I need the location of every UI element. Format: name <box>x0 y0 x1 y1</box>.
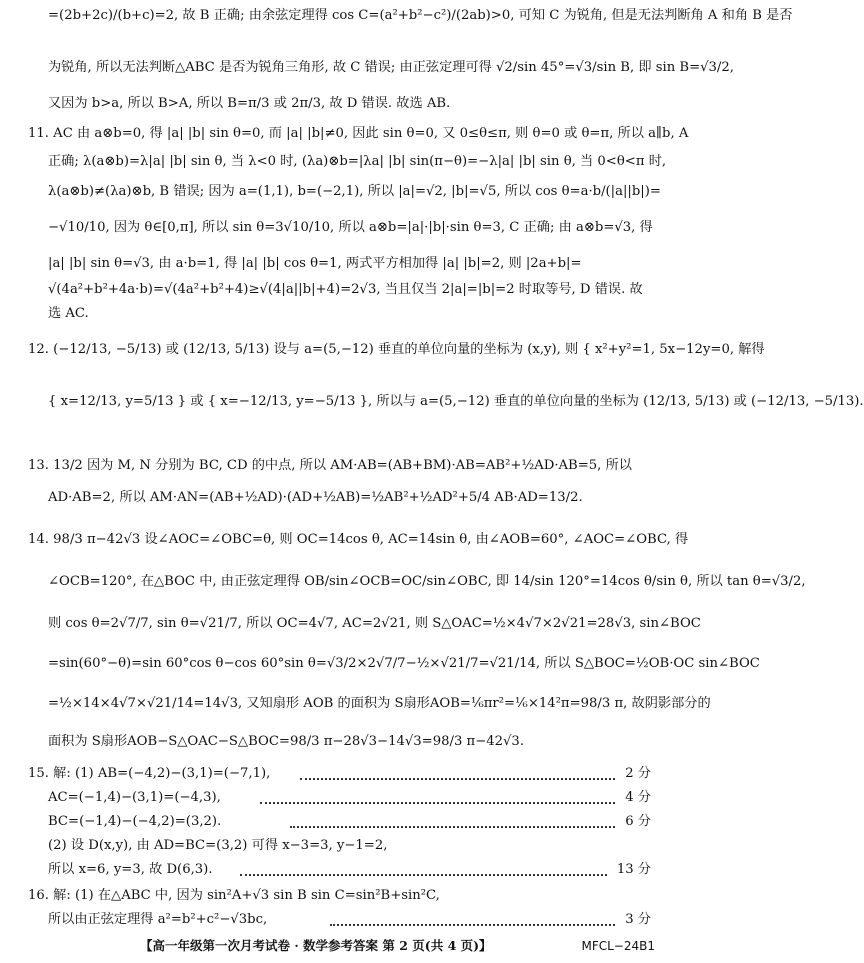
text-line: 13. 13/2 因为 M, N 分别为 BC, CD 的中点, 所以 AM·AB=(AB+BM)·AB=AB²+½AD·AB=5, 所以 <box>28 458 632 473</box>
scored-line: BC=(−1,4)−(−4,2)=(3,2). <box>48 814 222 829</box>
text-line: 则 cos θ=2√7/7, sin θ=√21/7, 所以 OC=4√7, AC=2√21, 则 S△OAC=½×4√7×2√21=28√3, sin∠BOC <box>48 616 701 631</box>
text-line: =sin(60°−θ)=sin 60°cos θ−cos 60°sin θ=√3/2×2√7/7−½×√21/7=√21/14, 所以 S△BOC=½OB·OC sin∠BOC <box>48 656 760 671</box>
scored-line: 15. 解: (1) AB=(−4,2)−(3,1)=(−7,1), <box>28 766 271 781</box>
scored-line: 所以由正弦定理得 a²=b²+c²−√3bc, <box>48 912 268 927</box>
score-mark: 6 分 <box>621 812 651 832</box>
text-line: 12. (−12/13, −5/13) 或 (12/13, 5/13) 设与 a=(5,−12) 垂直的单位向量的坐标为 (x,y), 则 { x²+y²=1, 5x−12y=0, 解得 <box>28 342 765 357</box>
text-line: 为锐角, 所以无法判断△ABC 是否为锐角三角形, 故 C 错误; 由正弦定理可得 √2/sin 45°=√3/sin B, 即 sin B=√3/2, <box>48 60 734 75</box>
footer-title: 【高一年级第一次月考试卷 · 数学参考答案 第 2 页(共 4 页)】 <box>140 938 492 953</box>
scored-line: (2) 设 D(x,y), 由 AD=BC=(3,2) 可得 x−3=3, y−1=2, <box>48 838 388 853</box>
scored-line: 16. 解: (1) 在△ABC 中, 因为 sin²A+√3 sin B sin C=sin²B+sin²C, <box>28 888 440 903</box>
score-mark: 2 分 <box>621 764 651 784</box>
text-line: 11. AC 由 a⊗b=0, 得 |a| |b| sin θ=0, 而 |a| |b|≠0, 因此 sin θ=0, 又 0≤θ≤π, 则 θ=0 或 θ=π, 所以 a∥b, A <box>28 126 689 141</box>
text-line: −√10/10, 因为 θ∈[0,π], 所以 sin θ=3√10/10, 所以 a⊗b=|a|·|b|·sin θ=3, C 正确; 由 a⊗b=√3, 得 <box>48 220 653 235</box>
text-line: =(2b+2c)/(b+c)=2, 故 B 正确; 由余弦定理得 cos C=(a²+b²−c²)/(2ab)>0, 可知 C 为锐角, 但是无法判断角 A 和角 B 是否 <box>48 8 793 23</box>
leader-dots <box>300 778 615 780</box>
leader-dots <box>290 826 615 828</box>
text-line: 面积为 S扇形AOB−S△OAC−S△BOC=98/3 π−28√3−14√3=98/3 π−42√3. <box>48 734 525 749</box>
page-footer <box>0 935 677 957</box>
text-line: { x=12/13, y=5/13 } 或 { x=−12/13, y=−5/13 }, 所以与 a=(5,−12) 垂直的单位向量的坐标为 (12/13, 5/13) 或 (−12/13, −5/13). <box>48 394 864 409</box>
leader-dots <box>260 802 615 804</box>
scored-line: AC=(−1,4)−(3,1)=(−4,3), <box>48 790 221 805</box>
scored-line: 所以 x=6, y=3, 故 D(6,3). <box>48 862 213 877</box>
text-line: |a| |b| sin θ=√3, 由 a·b=1, 得 |a| |b| cos θ=1, 两式平方相加得 |a| |b|=2, 则 |2a+b|= <box>48 256 582 271</box>
text-line: 14. 98/3 π−42√3 设∠AOC=∠OBC=θ, 则 OC=14cos θ, AC=14sin θ, 由∠AOB=60°, ∠AOC=∠OBC, 得 <box>28 532 689 547</box>
text-line: 正确; λ(a⊗b)=λ|a| |b| sin θ, 当 λ<0 时, (λa)⊗b=|λa| |b| sin(π−θ)=−λ|a| |b| sin θ, 当 0<θ<π 时, <box>48 154 667 169</box>
leader-dots <box>330 924 615 926</box>
text-line: =½×14×4√7×√21/14=14√3, 又知扇形 AOB 的面积为 S扇形AOB=⅙πr²=⅙×14²π=98/3 π, 故阴影部分的 <box>48 696 711 711</box>
text-line: 选 AC. <box>48 306 89 321</box>
text-line: 又因为 b>a, 所以 B>A, 所以 B=π/3 或 2π/3, 故 D 错误. 故选 AB. <box>48 96 451 111</box>
score-mark: 4 分 <box>621 788 651 808</box>
footer-code: MFCL−24B1 <box>581 939 655 953</box>
leader-dots <box>240 874 607 876</box>
text-line: ∠OCB=120°, 在△BOC 中, 由正弦定理得 OB/sin∠OCB=OC/sin∠OBC, 即 14/sin 120°=14cos θ/sin θ, 所以 tan θ=√3/2, <box>48 574 806 589</box>
score-mark: 13 分 <box>613 860 651 880</box>
text-line: √(4a²+b²+4a·b)=√(4a²+b²+4)≥√(4|a||b|+4)=2√3, 当且仅当 2|a|=|b|=2 时取等号, D 错误. 故 <box>48 282 643 297</box>
text-line: λ(a⊗b)≠(λa)⊗b, B 错误; 因为 a=(1,1), b=(−2,1), 所以 |a|=√2, |b|=√5, 所以 cos θ=a·b/(|a||b|)= <box>48 184 661 199</box>
score-mark: 3 分 <box>621 910 651 930</box>
text-line: AD·AB=2, 所以 AM·AN=(AB+½AD)·(AD+½AB)=½AB²+½AD²+5/4 AB·AD=13/2. <box>48 490 583 505</box>
